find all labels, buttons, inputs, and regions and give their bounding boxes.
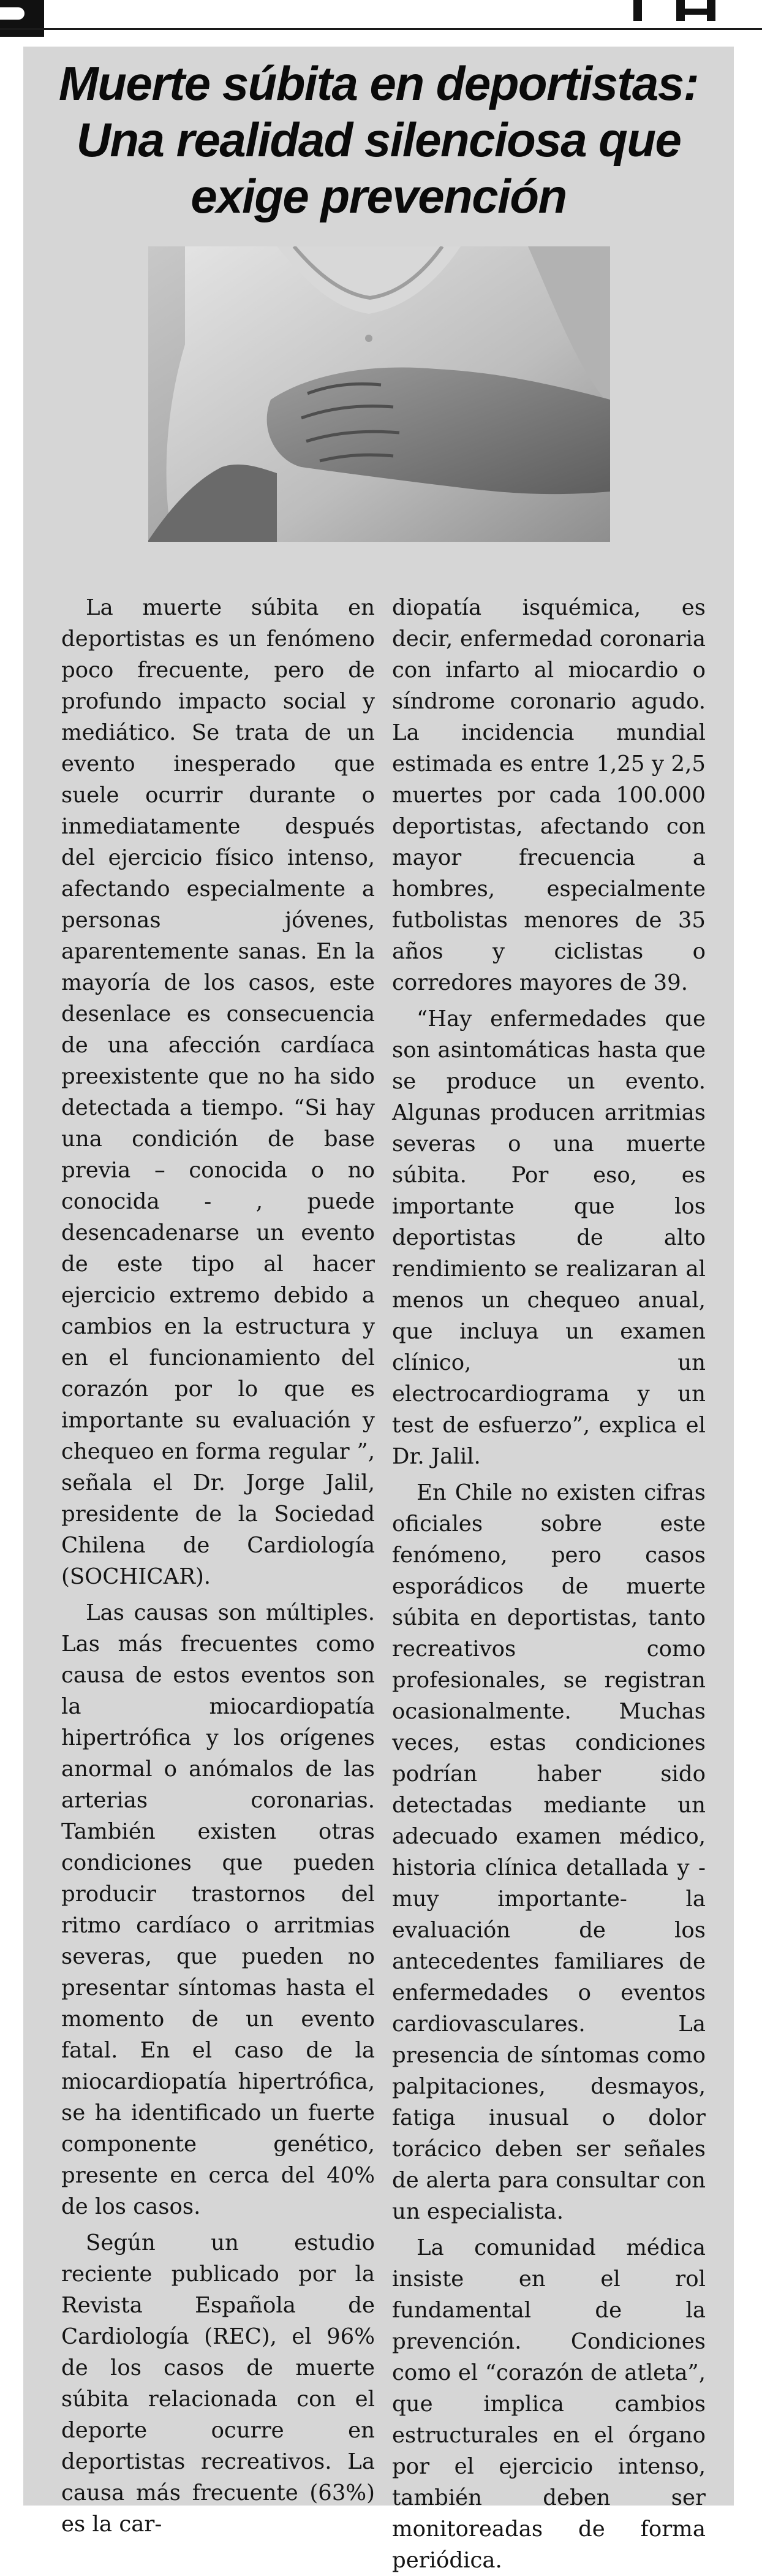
- header-rule: [0, 28, 762, 30]
- page-number-fragment: [633, 0, 725, 21]
- article-column-left: [61, 592, 375, 2540]
- article-paragraph: Según un estudio reciente publicado por la Revista Española de Cardiología (REC), el 96% de los casos de muerte súbita relacionada con el deporte ocurre en deportistas recreativos. La causa más frecuente (63%) es la car-: [61, 2230, 375, 2537]
- headline-line: Muerte súbita en deportistas:: [58, 56, 699, 110]
- article-paragraph: “Hay enfermedades que son asintomáticas hasta que se produce un evento. Algunas producen arritmias severas o una muerte súbita. Por eso, es importante que los deportistas de alto rendimiento se realizaran al menos un chequeo anual, que incluya un examen clínico, un electrocardiograma y un test de esfuerzo”, explica el Dr. Jalil.: [392, 1006, 706, 1469]
- article-paragraph: diopatía isquémica, es decir, enfermedad coronaria con infarto al miocardio o síndrome coronario agudo. La incidencia mundial estimada es entre 1,25 y 2,5 muertes por cada 100.000 deportistas, afectando con mayor frecuencia a hombres, especialmente futbolistas menores de 35 años y ciclistas o corredores mayores de 39.: [392, 595, 706, 995]
- headline-line: Una realidad silenciosa que: [76, 113, 681, 167]
- article-paragraph: La muerte súbita en deportistas es un fenómeno poco frecuente, pero de profundo impacto social y mediático. Se trata de un evento inesperado que suele ocurrir durante o inmediatamente después del ejercicio físico intenso, afectando especialmente a personas jóvenes, aparentemente sanas. En la mayoría de los casos, este desenlace es consecuencia de una afección cardíaca preexistente que no ha sido detectada a tiempo. “Si hay una condición de base previa – conocida o no conocida - , puede desencadenarse un evento de este tipo al hacer ejercicio extremo debido a cambios en la estructura y en el funcionamiento del corazón por lo que es importante su evaluación y chequeo en forma regular ”, señala el Dr. Jorge Jalil, presidente de la Sociedad Chilena de Cardiología (SOCHICAR).: [61, 595, 375, 1589]
- section-logo-fragment: [0, 0, 44, 37]
- article-paragraph: En Chile no existen cifras oficiales sobre este fenómeno, pero casos esporádicos de muerte súbita en deportistas, tanto recreativos como profesionales, se registran ocasionalmente. Muchas veces, estas condiciones podrían haber sido detectadas mediante un adecuado examen médico, historia clínica detallada y -muy importante- la evaluación de los antecedentes familiares de enfermedades o eventos cardiovasculares. La presencia de síntomas como palpitaciones, desmayos, fatiga inusual o dolor torácico deben ser señales de alerta para consultar con un especialista.: [392, 1480, 706, 2224]
- article-paragraph: Las causas son múltiples. Las más frecuentes como causa de estos eventos son la miocardiopatía hipertrófica y los orígenes anormal o anómalos de las arterias coronarias. También existen otras condiciones que pueden producir trastornos del ritmo cardíaco o arritmias severas, que pueden no presentar síntomas hasta el momento de un evento fatal. En el caso de la miocardiopatía hipertrófica, se ha identificado un fuerte componente genético, presente en cerca del 40% de los casos.: [61, 1600, 375, 2219]
- article-photo: [148, 246, 610, 542]
- headline-line: exige prevención: [190, 169, 567, 223]
- article-paragraph: La comunidad médica insiste en el rol fundamental de la prevención. Condiciones como el “corazón de atleta”, que implica cambios estructurales en el órgano por el ejercicio intenso, también deben ser monitoreadas de forma periódica.: [392, 2235, 706, 2573]
- page-masthead: [0, 0, 762, 49]
- article-box: [23, 47, 734, 2573]
- article-column-right: [392, 592, 706, 2576]
- article-headline: [23, 55, 734, 224]
